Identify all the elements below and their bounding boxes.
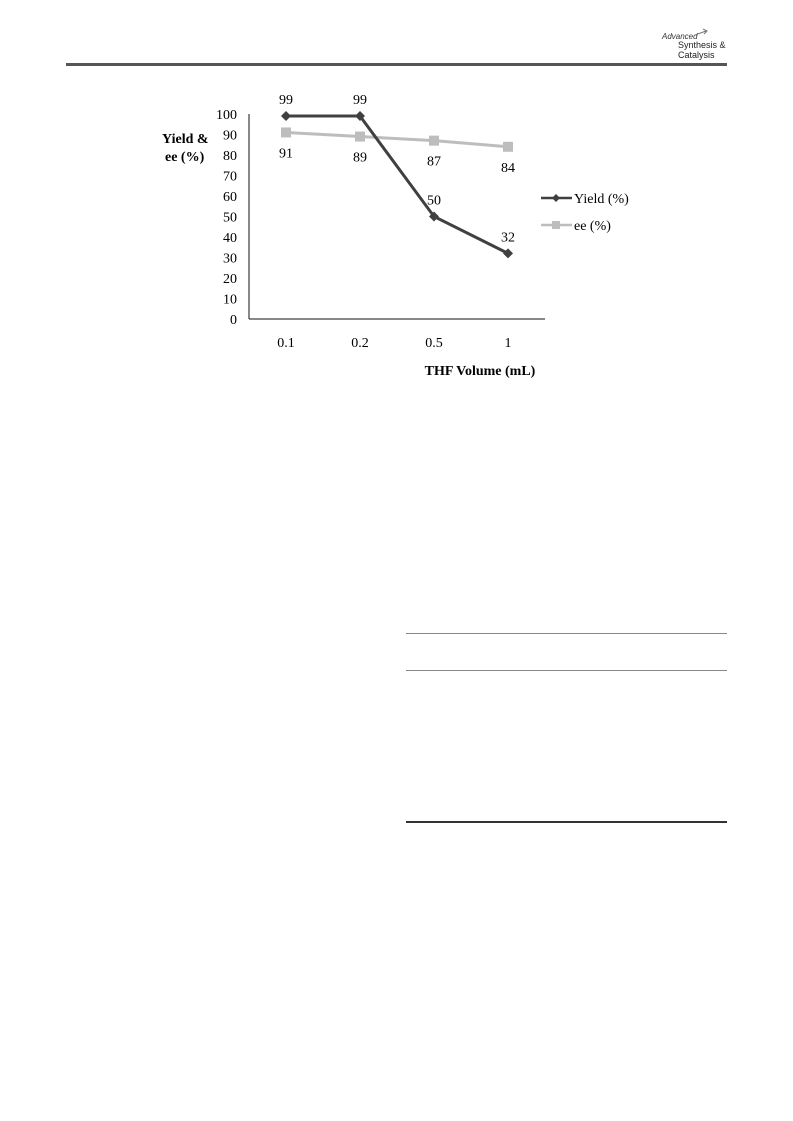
legend (541, 192, 629, 234)
logo-catalysis-text: Catalysis (678, 50, 715, 60)
y-tick-label: 100 (216, 108, 237, 123)
y-tick-label: 60 (223, 190, 237, 205)
y-tick-label: 90 (223, 128, 237, 144)
x-axis-label: THF Volume (mL) (424, 364, 536, 379)
y-tick-label: 40 (223, 231, 237, 246)
data-point (503, 248, 513, 258)
y-tick-label: 70 (223, 169, 237, 185)
logo-advanced-text: Advanced (662, 32, 698, 41)
data-label: 50 (427, 193, 441, 209)
data-label: 32 (501, 230, 515, 246)
y-tick-labels (216, 108, 237, 328)
data-point (503, 142, 513, 152)
legend-marker (552, 221, 560, 229)
data-label: 87 (427, 154, 441, 170)
legend-marker (552, 194, 560, 202)
x-tick-label: 1 (504, 336, 512, 351)
y-axis-label-line2: ee (%) (165, 150, 205, 165)
table-bottom-rule (406, 821, 727, 823)
x-tick-labels (277, 336, 511, 351)
y-tick-label: 50 (223, 210, 237, 226)
data-point (429, 136, 439, 146)
y-tick-label: 10 (223, 292, 237, 308)
series-lines (286, 116, 508, 253)
data-point (281, 111, 291, 121)
series-line (286, 132, 508, 146)
series-line (286, 116, 508, 253)
data-point (355, 132, 365, 142)
table-top-rule (406, 633, 727, 634)
x-tick-label: 0.5 (425, 336, 443, 351)
y-tick-label: 0 (230, 313, 237, 328)
data-point (281, 127, 291, 137)
table-header-rule (406, 670, 727, 671)
y-tick-label: 20 (223, 272, 237, 287)
data-label: 99 (353, 93, 367, 109)
x-tick-label: 0.2 (351, 336, 369, 351)
legend-label: Yield (%) (574, 192, 629, 207)
y-tick-label: 80 (223, 149, 237, 164)
thf-volume-chart (0, 0, 793, 400)
legend-label: ee (%) (574, 219, 611, 234)
data-label: 84 (501, 160, 515, 176)
data-label: 91 (279, 146, 293, 162)
logo-synthesis-text: Synthesis & (678, 40, 726, 50)
y-axis-label-line1: Yield & (162, 132, 209, 147)
data-label: 89 (353, 150, 367, 166)
x-tick-label: 0.1 (277, 336, 295, 351)
data-label: 99 (279, 93, 293, 109)
y-tick-label: 30 (223, 251, 237, 267)
